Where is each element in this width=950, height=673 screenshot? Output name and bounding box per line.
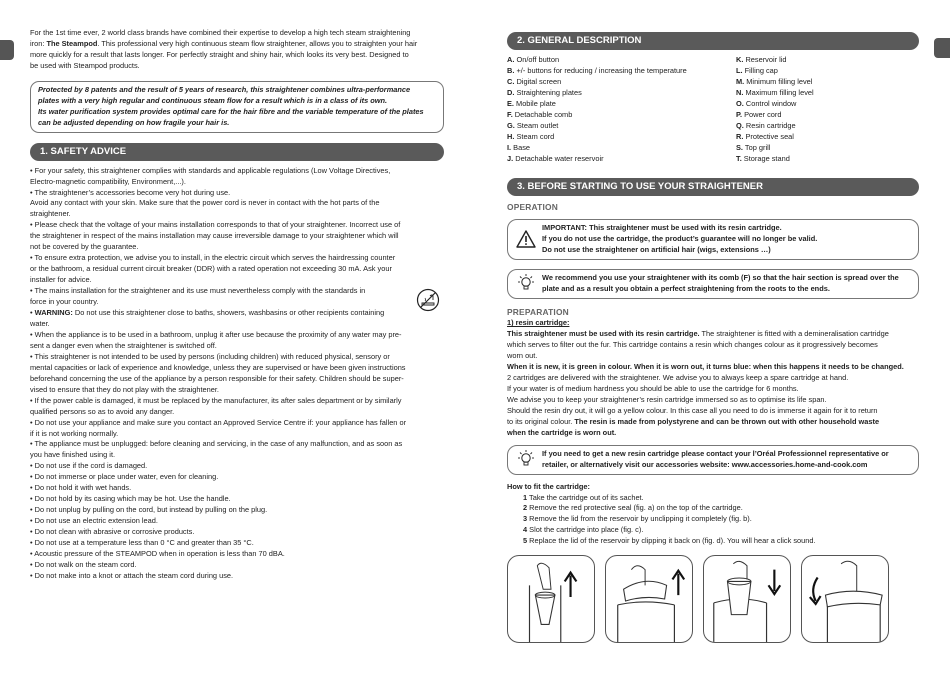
figure-a-remove-seal [507, 555, 595, 643]
resin-line: Should the resin dry out, it will go a yellow colour. In this case all you need to do is immerse it again for it to return [507, 405, 878, 415]
resin-heading: 1) resin cartridge: [507, 318, 570, 328]
safety-line: qualified persons so as to avoid any danger. [30, 406, 175, 416]
part-item: H. Steam cord [507, 131, 555, 141]
resin-line: When it is new, it is green in colour. When it is worn out, it turns blue: when this happens it needs to be changed. [507, 361, 904, 371]
safety-line: vised to ensure that they do not play with the straightener. [30, 384, 219, 394]
parts-list [507, 55, 919, 165]
callout-line: can be adjusted depending on how fragile your hair is. [38, 117, 230, 127]
safety-line: • Do not immerse or place under water, even for cleaning. [30, 472, 219, 482]
part-item: N. Maximum filling level [736, 87, 814, 97]
part-item: O. Control window [736, 98, 797, 108]
important-line: IMPORTANT: This straightener must be used with its resin cartridge. [542, 222, 782, 232]
left-column [30, 28, 444, 582]
step-item: 2 Remove the red protective seal (fig. a) on the top of the cartridge. [523, 503, 743, 513]
important-line: Do not use the straightener on artificial hair (wigs, extensions …) [542, 244, 771, 254]
tip-text [542, 273, 899, 295]
safety-line: installer for advice. [30, 275, 92, 285]
intro-paragraph [30, 28, 444, 72]
right-column [507, 32, 919, 643]
figure-c-insert-cartridge [703, 555, 791, 643]
intro-line [30, 39, 444, 50]
safety-line: mental capacities or lack of experience and knowledge, unless they are supervised or have been given instructions [30, 362, 406, 372]
safety-line: Electro-magnetic compatibility, Environment,...). [30, 176, 186, 186]
safety-line: • This straightener is not intended to be used by persons (including children) with reduced physical, sensory or [30, 351, 390, 361]
safety-line: you have finished using it. [30, 450, 116, 460]
insert-cartridge-illustration [704, 556, 790, 642]
safety-line: beforehand concerning the use of the appliance by a person responsible for their safety. Children should be super- [30, 373, 404, 383]
part-item: I. Base [507, 142, 531, 152]
warning-text [30, 286, 410, 319]
warning-text: Do not use this straightener close to baths, showers, washbasins or other recipients containing [72, 308, 385, 318]
resin-line: If your water is of medium hardness you should be able to use the cartridge for 6 months. [507, 383, 799, 393]
part-item: K. Reservoir lid [736, 55, 787, 64]
part-item: P. Power cord [736, 109, 782, 119]
part-item: S. Top grill [736, 142, 771, 152]
warning-label: WARNING: [34, 308, 73, 318]
parts-list-right [736, 55, 919, 165]
cartridge-figures [507, 555, 919, 643]
safety-line: • The mains installation for the straightener and its use must nevertheless comply with the standards in [30, 286, 366, 296]
safety-line: • Do not hold by its casing which may be hot. Use the handle. [30, 494, 231, 504]
resin-line: 2 cartridges are delivered with the straightener. We advise you to always keep a spare cartridge at hand. [507, 372, 849, 382]
safety-line: straightener. [30, 209, 71, 219]
safety-line: force in your country. [30, 297, 99, 307]
safety-line: • Please check that the voltage of your mains installation corresponds to that of your straightener. Incorrect use of [30, 220, 401, 230]
safety-line: water. [30, 318, 50, 328]
preparation-heading: PREPARATION [507, 306, 569, 317]
part-item: E. Mobile plate [507, 98, 556, 108]
safety-line: • The straightener’s accessories become very hot during use. [30, 187, 231, 197]
warning-triangle-icon [516, 230, 536, 248]
part-item: R. Protective seal [736, 131, 794, 141]
fit-cartridge-steps [507, 493, 919, 548]
parts-list-left [507, 55, 736, 165]
step-item: 3 Remove the lid from the reservoir by unclipping it completely (fig. b). [523, 514, 752, 524]
replace-lid-illustration [802, 556, 888, 642]
safety-line: or the bathroom, a residual current circuit breaker (DDR) with a rated operation not exceeding 30 mA. Ask your [30, 264, 392, 274]
safety-line: • For your safety, this straightener complies with standards and applicable regulations (Low Voltage Directives, [30, 165, 391, 175]
callout-line: plates with a very high regular and continuous steam flow for a result which is in a class of its own. [38, 95, 388, 105]
howto-heading: How to fit the cartridge: [507, 481, 590, 491]
page-edge-tab-left [0, 40, 14, 60]
part-item: M. Minimum filling level [736, 76, 813, 86]
step-item: 5 Replace the lid of the reservoir by clipping it back on (fig. d). You will hear a click sound. [523, 536, 816, 546]
warning-row [30, 286, 444, 319]
part-item: J. Detachable water reservoir [507, 153, 604, 163]
safety-line: • Do not make into a knot or attach the steam cord during use. [30, 570, 234, 580]
no-water-icon [416, 288, 440, 312]
safety-line: • Do not hold it with wet hands. [30, 483, 132, 493]
section-header-before-starting: 3. BEFORE STARTING TO USE YOUR STRAIGHTENER [507, 178, 919, 196]
safety-line: • Do not use an electric extension lead. [30, 516, 158, 526]
operation-heading: OPERATION [507, 201, 558, 212]
safety-advice-text [30, 166, 444, 582]
safety-line: Avoid any contact with your skin. Make sure that the power cord is never in contact with the hot parts of the [30, 198, 380, 208]
safety-line: • Do not unplug by pulling on the cord, but instead by pulling on the plug. [30, 505, 268, 515]
figure-b-remove-lid [605, 555, 693, 643]
important-notice [507, 219, 919, 260]
safety-line: • Do not clean with abrasive or corrosive products. [30, 527, 195, 537]
callout-line: Its water purification system provides optimal care for the hair fibre and the variable temperature of the plates [38, 106, 424, 116]
resin-cartridge-text [507, 318, 919, 438]
tip-line: If you need to get a new resin cartridge please contact your l’Oréal Professionnel representative or [542, 448, 889, 458]
remove-lid-illustration [606, 556, 692, 642]
safety-line: • Do not use your appliance and make sure you contact an Approved Service Centre if: your appliance has fallen or [30, 417, 407, 427]
important-text [542, 223, 817, 256]
new-cartridge-tip [507, 445, 919, 475]
safety-line: sent a danger even when the straightener is switched off. [30, 340, 217, 350]
intro-text: iron: [30, 38, 47, 48]
resin-line: to its original colour. The resin is made from polystyrene and can be thrown out with other household waste [507, 416, 880, 426]
safety-line: • If the power cable is damaged, it must be replaced by the manufacturer, its after sales department or by similarly [30, 395, 402, 405]
comb-tip [507, 269, 919, 299]
section-header-safety: 1. SAFETY ADVICE [30, 143, 444, 161]
step-item: 4 Slot the cartridge into place (fig. c). [523, 525, 644, 535]
step-item: 1 Take the cartridge out of its sachet. [523, 492, 644, 502]
resin-line: when the cartridge is worn out. [507, 427, 617, 437]
part-item: Q. Resin cartridge [736, 120, 796, 130]
brand-name: The Steampod [46, 38, 98, 48]
resin-line: which serves to filter out the fur. This cartridge contains a resin which changes colour as it progressively becomes [507, 340, 878, 350]
part-item: L. Filling cap [736, 65, 778, 75]
safety-line: if it is not working normally. [30, 428, 119, 438]
important-line: If you do not use the cartridge, the product’s guarantee will no longer be valid. [542, 233, 818, 243]
lightbulb-icon [515, 273, 537, 293]
safety-line: • Do not use at a temperature less than 0 °C and greater than 35 °C. [30, 538, 254, 548]
part-item: A. On/off button [507, 55, 560, 64]
remove-seal-illustration [508, 556, 594, 642]
lightbulb-icon [515, 449, 537, 469]
intro-line: For the 1st time ever, 2 world class brands have combined their expertise to develop a high tech steam straightening [30, 28, 411, 37]
safety-line: • WARNING: Do not use this straightener close to baths, showers, washbasins or other recipients containing [30, 308, 385, 318]
tip-line: retailer, or alternatively visit our accessories website: www.accessories.home-and-cook.com [542, 459, 868, 469]
safety-line: not be covered by the guarantee. [30, 242, 139, 252]
safety-line: • Acoustic pressure of the STEAMPOD when in operation is less than 70 dBA. [30, 548, 285, 558]
resin-line: This straightener must be used with its resin cartridge. The straightener is fitted with a demineralisation cartridge [507, 329, 889, 339]
section-header-general: 2. GENERAL DESCRIPTION [507, 32, 919, 50]
safety-line: • The appliance must be unplugged: before cleaning and servicing, in the case of any malfunction, and as soon as [30, 439, 403, 449]
safety-line: the straightener in respect of the mains installation may cause irreversible damage to your straightener which will [30, 231, 399, 241]
intro-text: . This professional very high continuous steam flow straightener, allows you to straighten your hair [97, 38, 418, 48]
part-item: G. Steam outlet [507, 120, 559, 130]
part-item: F. Detachable comb [507, 109, 573, 119]
intro-line: more quickly for a result that lasts longer. For perfectly straight and shiny hair, which looks its very best. Designed to [30, 49, 409, 59]
safety-line: • To ensure extra protection, we advise you to install, in the electric circuit which serves the hairdressing counter [30, 253, 396, 263]
tip-text [542, 449, 889, 471]
resin-line: worn out. [507, 351, 538, 361]
patent-callout [30, 81, 444, 133]
part-item: D. Straightening plates [507, 87, 582, 97]
callout-line: Protected by 8 patents and the result of 5 years of research, this straightener combines ultra-performance [38, 84, 411, 94]
tip-line: We recommend you use your straightener with its comb (F) so that the hair section is spread over the [542, 272, 899, 282]
part-item: C. Digital screen [507, 76, 562, 86]
safety-line: • Do not walk on the steam cord. [30, 559, 137, 569]
part-item: B. +/- buttons for reducing / increasing the temperature [507, 65, 687, 75]
tip-line: plate and as a result you obtain a perfect straightening from the roots to the ends. [542, 283, 830, 293]
intro-line: be used with Steampod products. [30, 60, 140, 70]
figure-d-replace-lid [801, 555, 889, 643]
page-edge-tab-right [934, 38, 950, 58]
safety-line: • Do not use if the cord is damaged. [30, 461, 148, 471]
part-item: T. Storage stand [736, 153, 790, 163]
safety-line: • When the appliance is to be used in a bathroom, unplug it after use because the proximity of any water may pre- [30, 329, 402, 339]
resin-line: We advise you to keep your straightener’s resin cartridge immersed so as to optimise its life span. [507, 394, 827, 404]
